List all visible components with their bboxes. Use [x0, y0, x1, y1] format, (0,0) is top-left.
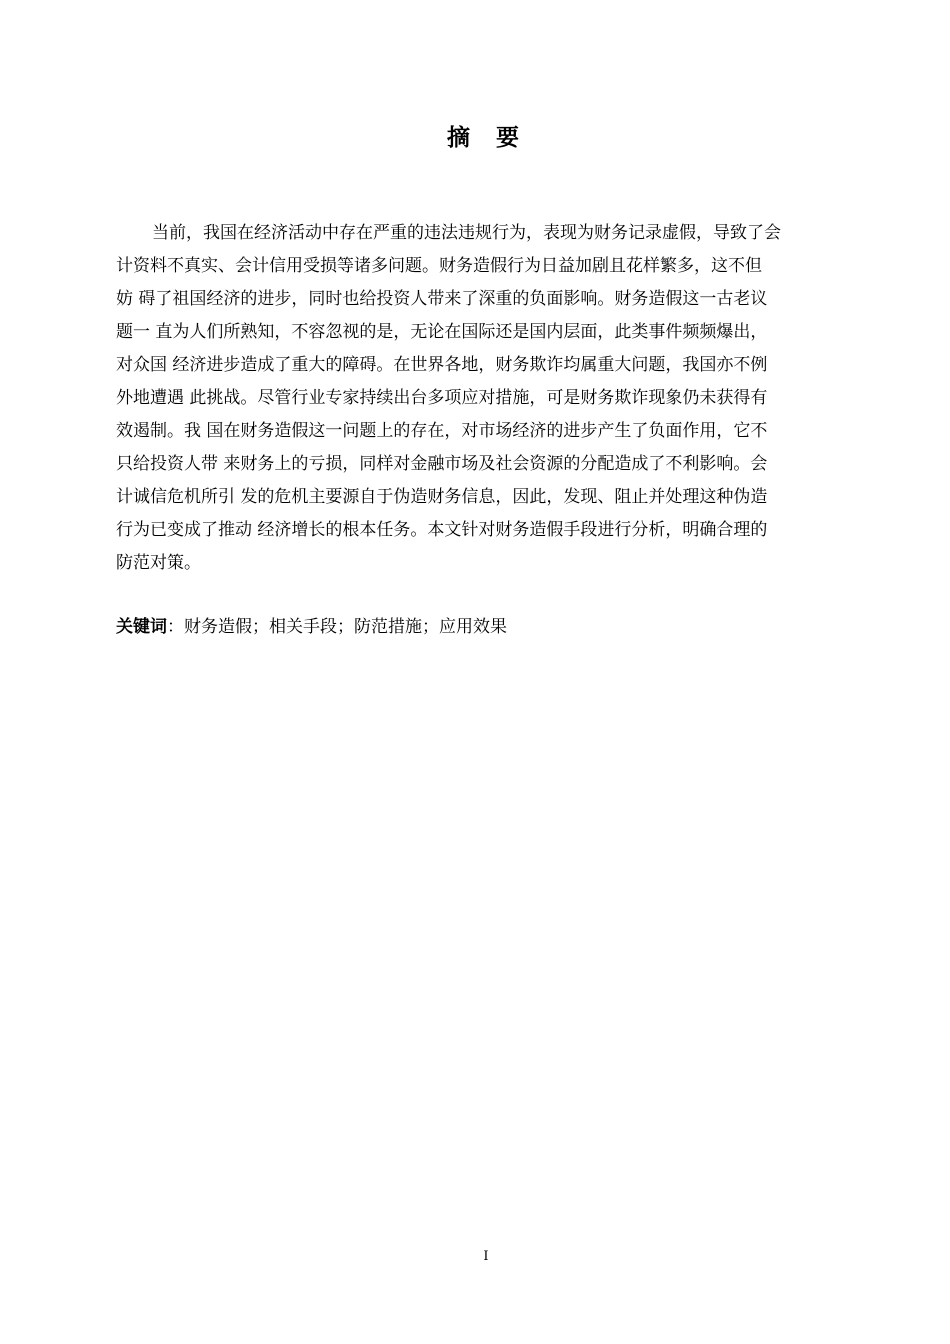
page-number: I [483, 1249, 489, 1264]
abstract-line: 妨 碍了祖国经济的进步，同时也给投资人带来了深重的负面影响。财务造假这一古老议 [116, 289, 768, 309]
abstract-line: 防范对策。 [116, 553, 201, 573]
abstract-title-char-1: 摘 [447, 125, 470, 151]
abstract-body [116, 217, 856, 580]
abstract-line: 计诚信危机所引 发的危机主要源自于伪造财务信息，因此，发现、阻止并处理这种伪造 [116, 487, 768, 507]
keywords-label: 关键词 [116, 617, 167, 637]
keywords-list: 财务造假；相关手段；防范措施；应用效果 [184, 617, 507, 637]
keywords-line [116, 612, 856, 642]
abstract-line: 对众国 经济进步造成了重大的障碍。在世界各地，财务欺诈均属重大问题，我国亦不例 [116, 355, 768, 375]
abstract-line: 当前，我国在经济活动中存在严重的违法违规行为，表现为财务记录虚假，导致了会 [152, 223, 781, 243]
abstract-title-char-2: 要 [496, 125, 519, 151]
keywords-separator: ： [167, 617, 184, 637]
abstract-title [0, 122, 950, 154]
abstract-line: 效遏制。我 国在财务造假这一问题上的存在，对市场经济的进步产生了负面作用，它不 [116, 421, 768, 441]
abstract-line: 外地遭遇 此挑战。尽管行业专家持续出台多项应对措施，可是财务欺诈现象仍未获得有 [116, 388, 768, 408]
abstract-line: 行为已变成了推动 经济增长的根本任务。本文针对财务造假手段进行分析，明确合理的 [116, 520, 768, 540]
abstract-line: 只给投资人带 来财务上的亏损，同样对金融市场及社会资源的分配造成了不利影响。会 [116, 454, 768, 474]
abstract-line: 题一 直为人们所熟知，不容忽视的是，无论在国际还是国内层面，此类事件频频爆出， [116, 322, 768, 342]
abstract-line: 计资料不真实、会计信用受损等诸多问题。财务造假行为日益加剧且花样繁多，这不但 [116, 256, 762, 276]
